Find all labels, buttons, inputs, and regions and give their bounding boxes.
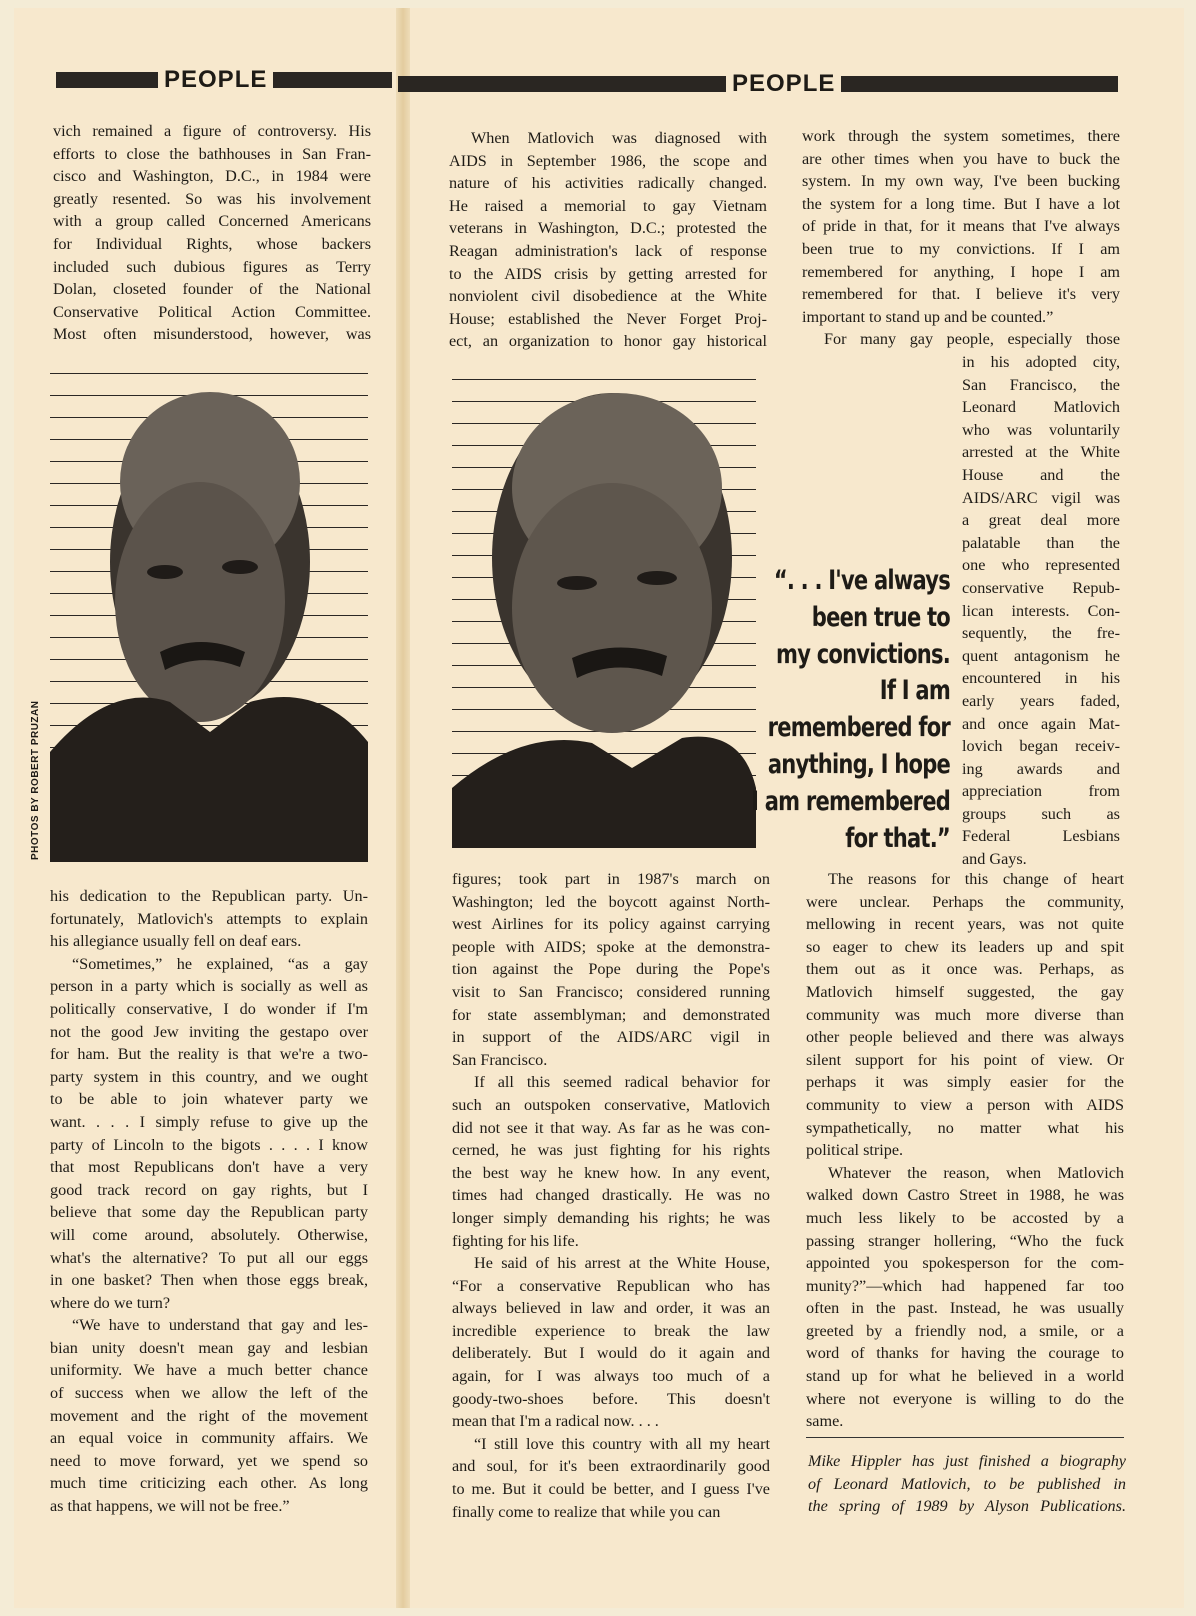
text-line: of pride in that, for it means that I've always [802, 217, 1120, 236]
text-line: want. . . . I simply refuse to give up the [50, 1112, 368, 1131]
text-line: visit to San Francisco; considered running [452, 982, 770, 1001]
text-line: He said of his arrest at the White House, [474, 1254, 770, 1273]
text-line: Dolan, closeted founder of the National [53, 280, 371, 299]
right-portrait-photo [452, 358, 756, 848]
text-line: deliberately. But I would do it again and [452, 1344, 770, 1363]
text-line: west Airlines for its policy against carrying [452, 915, 770, 934]
text-line: politically conservative, I do wonder if I'm [50, 999, 368, 1018]
text-line: arrested at the White [962, 443, 1120, 462]
text-line: fortunately, Matlovich's attempts to explain [50, 909, 368, 928]
text-line: bian unity doesn't mean gay and lesbian [50, 1338, 368, 1357]
text-line: in one basket? Then when those eggs break, [50, 1271, 368, 1290]
text-line: community to view a person with AIDS [806, 1095, 1124, 1114]
text-line: Whatever the reason, when Matlovich [828, 1163, 1124, 1182]
text-line: appointed you spokesperson for the com- [806, 1254, 1124, 1273]
pull-quote-line: for that.” [845, 822, 950, 854]
text-line: Matlovich himself suggested, the gay [806, 982, 1124, 1001]
right-column-bottom-text [806, 868, 1124, 1433]
text-line: same. [806, 1412, 844, 1431]
text-line: political stripe. [806, 1141, 904, 1160]
text-line: AIDS in September 1986, the scope and [449, 151, 767, 170]
text-line: sequently, the fre- [962, 624, 1120, 643]
text-line: San Francisco. [452, 1050, 548, 1069]
text-line: and once again Mat- [962, 714, 1120, 733]
text-line: lovich began receiv- [962, 737, 1120, 756]
text-line: that most Republicans don't have a very [50, 1158, 368, 1177]
text-line: House and the [962, 465, 1120, 484]
text-line: system. In my own way, I've been bucking [802, 172, 1120, 191]
text-line: much less likely to be accosted by a [806, 1208, 1124, 1227]
text-line: efforts to close the bathhouses in San Fran- [53, 144, 371, 163]
author-bio [808, 1450, 1126, 1518]
text-line: for state assemblyman; and demonstrated [452, 1005, 770, 1024]
text-line: conservative Repub- [962, 578, 1120, 597]
text-line: where not everyone is willing to do the [806, 1389, 1124, 1408]
text-line: often in the past. Instead, he was usually [806, 1299, 1124, 1318]
text-line: of Leonard Matlovich, to be published in [808, 1474, 1126, 1493]
pull-quote-line: remembered for [767, 712, 950, 744]
text-line: uniformity. We have a much better chance [50, 1361, 368, 1380]
text-line: to be able to join whatever party we [50, 1090, 368, 1109]
text-line: for Individual Rights, whose backers [53, 234, 371, 253]
text-line: of success when we allow the left of the [50, 1384, 368, 1403]
text-line: Most often misunderstood, however, was [53, 325, 371, 344]
text-line: the best way he knew how. In any event, [452, 1163, 770, 1182]
text-line: When Matlovich was diagnosed with [471, 129, 767, 147]
text-line: Leonard Matlovich [962, 398, 1120, 417]
pull-quote-line: “. . . I've always [773, 565, 950, 596]
text-line: House; established the Never Forget Proj- [449, 309, 767, 328]
text-line: sympathetically, no matter what his [806, 1118, 1124, 1137]
text-line: silent support for his point of view. Or [806, 1050, 1124, 1069]
text-line: If all this seemed radical behavior for [474, 1073, 770, 1092]
pull-quote-line: been true to [811, 601, 950, 633]
text-line: palatable than the [962, 533, 1120, 552]
text-line: perhaps it was simply easier for the [806, 1073, 1124, 1092]
left-portrait-image [50, 352, 368, 862]
left-column-bottom-text [50, 885, 368, 1518]
text-line: cisco and Washington, D.C., in 1984 were [53, 167, 371, 186]
text-line: with a group called Concerned Americans [53, 212, 371, 231]
text-line: Federal Lesbians [962, 827, 1120, 846]
text-line: and soul, for it's been extraordinarily good [452, 1457, 770, 1476]
text-line: been true to my convictions. If I am [802, 239, 1120, 258]
text-line: other people believed and there was always [806, 1028, 1124, 1047]
text-line: in support of the AIDS/ARC vigil in [452, 1028, 770, 1047]
bio-divider [806, 1437, 1124, 1438]
text-line: movement and the right of the movement [50, 1406, 368, 1425]
text-line: Reagan administration's lack of response [449, 241, 767, 260]
text-line: mean that I'm a radical now. . . . [452, 1412, 659, 1431]
text-line: times had changed drastically. He was no [452, 1186, 770, 1205]
text-line: in his adopted city, [962, 353, 1120, 371]
text-line: for ham. But the reality is that we're a two- [50, 1045, 368, 1064]
text-line: goody-two-shoes before. This doesn't [452, 1389, 770, 1408]
text-line: his allegiance usually fell on deaf ears. [50, 932, 302, 951]
text-line: important to stand up and be counted.” [802, 307, 1054, 326]
text-line: ing awards and [962, 759, 1120, 778]
right-section-label: PEOPLE [726, 71, 841, 97]
text-line: vich remained a figure of controversy. His [53, 122, 371, 140]
text-line: munity?”—which had happened far too [806, 1276, 1124, 1295]
photo-credit: PHOTOS BY ROBERT PRUZAN [30, 700, 41, 860]
text-line: did not see it that way. As far as he was con- [452, 1118, 770, 1137]
text-line: an equal voice in community affairs. We [50, 1429, 368, 1448]
text-line: groups such as [962, 804, 1120, 823]
text-line: nonviolent civil disobedience at the White [449, 287, 767, 306]
text-line: nature of his activities radically changed. [449, 174, 767, 193]
text-line: incredible experience to break the law [452, 1321, 770, 1340]
text-line: always believed in law and order, it was an [452, 1299, 770, 1318]
text-line: greeted by a friendly nod, a smile, or a [806, 1321, 1124, 1340]
page-gutter [396, 8, 410, 1608]
text-line: AIDS/ARC vigil was [962, 488, 1120, 507]
text-line: word of thanks for having the courage to [806, 1344, 1124, 1363]
text-line: so eager to chew its leaders up and spit [806, 937, 1124, 956]
text-line: For many gay people, especially those [824, 330, 1120, 349]
right-column-narrow-text [962, 351, 1120, 871]
pull-quote [751, 563, 950, 857]
text-line: veterans in Washington, D.C.; protested the [449, 219, 767, 238]
left-column-top-text [53, 120, 371, 346]
text-line: one who represented [962, 556, 1120, 575]
text-line: will come around, absolutely. Otherwise, [50, 1225, 368, 1244]
text-line: “I still love this country with all my heart [474, 1434, 770, 1453]
text-line: and Gays. [962, 850, 1027, 869]
text-line: lican interests. Con- [962, 601, 1120, 620]
text-line: The reasons for this change of heart [828, 870, 1124, 888]
text-line: tion against the Pope during the Pope's [452, 960, 770, 979]
text-line: believe that some day the Republican party [50, 1203, 368, 1222]
text-line: stand up for what he believed in a world [806, 1367, 1124, 1386]
text-line: ect, an organization to honor gay historical [449, 332, 767, 351]
text-line: what's the alternative? To put all our eggs [50, 1248, 368, 1267]
right-column-top-text [802, 125, 1120, 351]
text-line: party of Lincoln to the bigots . . . . I know [50, 1135, 368, 1154]
right-portrait-image [452, 358, 756, 848]
pull-quote-line: I am remembered [751, 785, 950, 817]
text-line: “For a conservative Republican who has [452, 1276, 770, 1295]
text-line: figures; took part in 1987's march on [452, 870, 770, 888]
text-line: finally come to realize that while you can [452, 1502, 721, 1521]
text-line: were unclear. Perhaps the community, [806, 892, 1124, 911]
text-line: people with AIDS; spoke at the demonstra- [452, 937, 770, 956]
text-line: walked down Castro Street in 1988, he was [806, 1186, 1124, 1205]
text-line: Mike Hippler has just finished a biography [808, 1452, 1126, 1470]
text-line: cerned, he was just fighting for his rights [452, 1141, 770, 1160]
text-line: Washington; led the boycott against North- [452, 892, 770, 911]
text-line: encountered in his [962, 669, 1120, 688]
text-line: them out as it once was. Perhaps, as [806, 960, 1124, 979]
text-line: remembered for that. I believe it's very [802, 285, 1120, 304]
pull-quote-line: anything, I hope [767, 748, 950, 780]
pull-quote-line: my convictions. [776, 638, 950, 670]
text-line: longer simply demanding his rights; he was [452, 1208, 770, 1227]
text-line: Conservative Political Action Committee. [53, 302, 371, 321]
text-line: mellowing in recent years, was not quite [806, 915, 1124, 934]
text-line: to the AIDS crisis by getting arrested for [449, 264, 767, 283]
text-line: remembered for anything, I hope I am [802, 262, 1120, 281]
text-line: good track record on gay rights, but I [50, 1180, 368, 1199]
text-line: need to move forward, yet we spend so [50, 1451, 368, 1470]
text-line: greatly resented. So was his involvement [53, 189, 371, 208]
middle-column-top-text [449, 127, 767, 353]
text-line: again, for I was always too much of a [452, 1367, 770, 1386]
text-line: San Francisco, the [962, 375, 1120, 394]
text-line: passing stranger hollering, “Who the fuck [806, 1231, 1124, 1250]
text-line: where do we turn? [50, 1293, 171, 1312]
text-line: early years faded, [962, 691, 1120, 710]
pull-quote-line: If I am [879, 675, 950, 707]
text-line: “Sometimes,” he explained, “as a gay [72, 954, 368, 973]
text-line: quent antagonism he [962, 646, 1120, 665]
text-line: included such dubious figures as Terry [53, 257, 371, 276]
text-line: much time criticizing each other. As long [50, 1474, 368, 1493]
left-section-label: PEOPLE [158, 67, 273, 93]
text-line: He raised a memorial to gay Vietnam [449, 196, 767, 215]
text-line: to me. But it could be better, and I guess I've [452, 1480, 770, 1499]
text-line: appreciation from [962, 782, 1120, 801]
middle-column-bottom-text [452, 868, 770, 1523]
left-portrait-photo [50, 352, 368, 862]
text-line: the system for a long time. But I have a lot [802, 194, 1120, 213]
text-line: his dedication to the Republican party. Un- [50, 887, 368, 905]
text-line: who was voluntarily [962, 420, 1120, 439]
text-line: are other times when you have to buck the [802, 149, 1120, 168]
text-line: as that happens, we will not be free.” [50, 1497, 290, 1516]
text-line: person in a party which is socially as well as [50, 977, 368, 996]
text-line: work through the system sometimes, there [802, 127, 1120, 145]
text-line: the spring of 1989 by Alyson Publications. [808, 1497, 1126, 1515]
text-line: a great deal more [962, 511, 1120, 530]
text-line: party system in this country, and we ought [50, 1067, 368, 1086]
text-line: fighting for his life. [452, 1231, 579, 1250]
text-line: such an outspoken conservative, Matlovich [452, 1095, 770, 1114]
text-line: community was much more diverse than [806, 1005, 1124, 1024]
text-line: “We have to understand that gay and les- [72, 1316, 368, 1335]
text-line: not the good Jew inviting the gestapo over [50, 1022, 368, 1041]
